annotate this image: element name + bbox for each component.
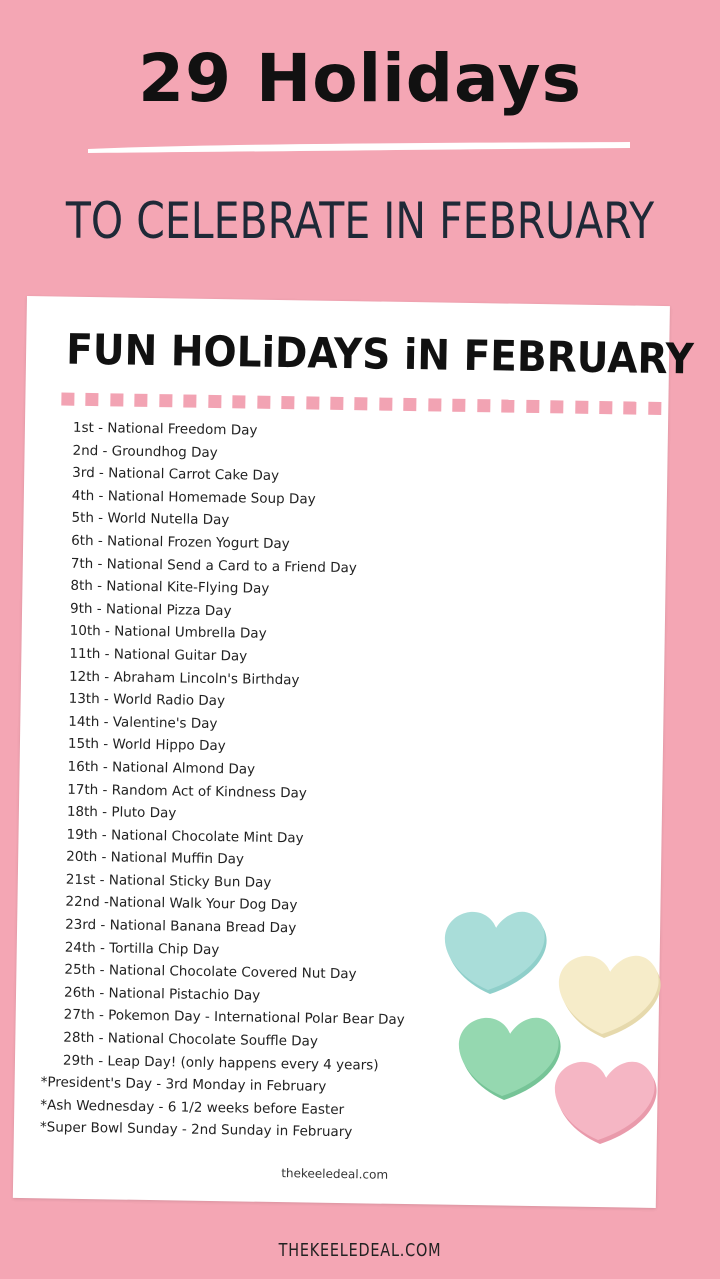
list-item: 20th - National Muffin Day [66,848,245,868]
list-item: 23rd - National Banana Bread Day [65,916,297,937]
list-item: 25th - National Chocolate Covered Nut Day [64,961,357,983]
list-item: 4th - National Homemade Soup Day [71,487,316,508]
note-item: *Super Bowl Sunday - 2nd Sunday in February [39,1119,353,1141]
page-subtitle: TO CELEBRATE IN FEBRUARY [65,192,655,250]
list-item: 1st - National Freedom Day [72,419,258,439]
note-item: *Ash Wednesday - 6 1/2 weeks before Easter [40,1097,345,1118]
list-item: 6th - National Frozen Yogurt Day [71,532,290,553]
list-item: 26th - National Pistachio Day [63,984,261,1004]
list-item: 12th - Abraham Lincoln's Birthday [68,668,300,688]
list-item: 11th - National Guitar Day [69,645,248,665]
list-item: 16th - National Almond Day [67,758,256,778]
heart-teal-icon [445,912,547,994]
list-item: 2nd - Groundhog Day [72,442,218,461]
list-item: 10th - National Umbrella Day [69,623,267,643]
page-title: 29 Holidays [138,40,582,117]
list-item: 22nd -National Walk Your Dog Day [65,894,298,914]
list-item: 18th - Pluto Day [66,803,177,822]
heart-green-icon [459,1018,561,1100]
list-item: 29th - Leap Day! (only happens every 4 years) [62,1052,379,1074]
title-underline [86,140,632,154]
list-item: 28th - National Chocolate Souffle Day [63,1029,319,1050]
card-footer-url: thekeeledeal.com [281,1166,389,1182]
list-item: 13th - World Radio Day [68,690,226,710]
list-item: 17th - Random Act of Kindness Day [67,781,307,801]
dashed-divider [61,393,661,416]
heart-pink-icon [555,1062,657,1144]
list-item: 14th - Valentine's Day [68,713,218,732]
list-item: 5th - World Nutella Day [71,510,230,529]
list-item: 8th - National Kite-Flying Day [70,577,270,597]
heart-cream-icon [559,956,661,1038]
list-item: 24th - Tortilla Chip Day [64,939,220,958]
card-heading: FUN HOLiDAYS iN FEBRUARY [65,324,695,384]
list-item: 27th - Pokemon Day - International Polar Bear Day [63,1007,405,1029]
list-item: 7th - National Send a Card to a Friend Day [70,555,357,576]
list-item: 15th - World Hippo Day [67,736,226,755]
list-item: 19th - National Chocolate Mint Day [66,826,304,847]
list-item: 9th - National Pizza Day [69,600,232,620]
list-item: 3rd - National Carrot Cake Day [72,464,280,485]
list-item: 21st - National Sticky Bun Day [65,871,272,891]
site-credit: THEKEELEDEAL.COM [278,1240,442,1261]
note-item: *President's Day - 3rd Monday in February [40,1074,327,1096]
candy-hearts-illustration [436,902,666,1162]
